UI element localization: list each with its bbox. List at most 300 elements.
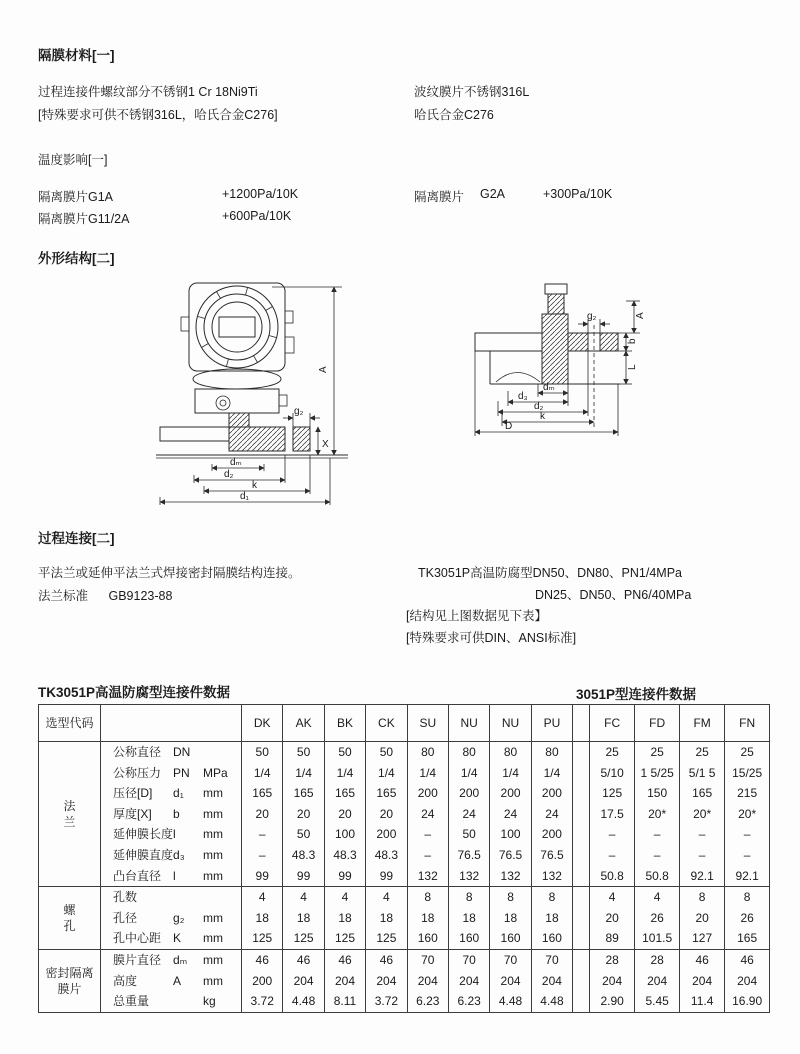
param-cell (101, 991, 242, 1012)
value-cell: 1/4 (490, 763, 531, 784)
value-cell: 25 (725, 742, 770, 763)
section-title-materials: 隔膜材料[一] (38, 48, 115, 63)
table-row (39, 866, 770, 887)
param-label: 总重量 (113, 994, 150, 1009)
separator-cell (573, 866, 590, 887)
value-cell: 8 (725, 887, 770, 908)
value-cell: – (680, 824, 725, 845)
code-header-cell: CK (366, 705, 407, 742)
value-cell: 125 (590, 783, 635, 804)
value-cell: 8 (448, 887, 489, 908)
value-cell: 1/4 (448, 763, 489, 784)
separator-cell (573, 928, 590, 949)
param-label: 孔数 (113, 890, 138, 905)
value-cell: 1/4 (283, 763, 324, 784)
value-cell: 18 (531, 908, 572, 929)
value-cell: 215 (725, 783, 770, 804)
value-cell: 150 (635, 783, 680, 804)
value-cell: 200 (242, 971, 283, 992)
temperature-effect-title: 温度影响[一] (38, 153, 108, 167)
group-label-line: 螺 (63, 903, 76, 918)
group-label-line: 孔 (63, 919, 76, 934)
value-cell: 8 (490, 887, 531, 908)
code-header-cell: SU (407, 705, 448, 742)
temp-row1-right-label: 隔离膜片 (414, 190, 465, 204)
value-cell: 28 (635, 949, 680, 970)
value-cell: 18 (242, 908, 283, 929)
param-symbol: K (173, 931, 182, 946)
group-label-cell (39, 887, 101, 950)
group-label-line: 膜片 (57, 981, 82, 996)
param-symbol: d₁ (173, 786, 184, 801)
value-cell: 18 (490, 908, 531, 929)
value-cell: 89 (590, 928, 635, 949)
param-symbol: PN (173, 765, 190, 780)
separator-cell (573, 804, 590, 825)
dim-label-dm: dₘ (230, 457, 242, 468)
value-cell: 20* (725, 804, 770, 825)
param-cell (101, 887, 242, 908)
table-row (39, 971, 770, 992)
value-cell: 20 (680, 908, 725, 929)
value-cell: – (635, 824, 680, 845)
selector-code-header: 选型代码 (39, 705, 101, 742)
value-cell: 25 (680, 742, 725, 763)
code-header-cell: FM (680, 705, 725, 742)
process-right-line1: TK3051P高温防腐型DN50、DN80、PN1/4MPa (418, 566, 682, 580)
value-cell: – (725, 845, 770, 866)
value-cell: 1 5/25 (635, 763, 680, 784)
value-cell: 70 (490, 949, 531, 970)
param-unit: kg (203, 994, 216, 1009)
table-group (39, 887, 770, 950)
materials-right-block (414, 81, 529, 127)
temp-row2-value: +600Pa/10K (222, 209, 292, 223)
value-cell: 165 (680, 783, 725, 804)
code-header-cell: FN (725, 705, 770, 742)
value-cell: 80 (448, 742, 489, 763)
value-cell: – (590, 824, 635, 845)
value-cell: 76.5 (448, 845, 489, 866)
value-cell: 80 (531, 742, 572, 763)
code-header-cell: BK (324, 705, 365, 742)
separator-cell (573, 971, 590, 992)
value-cell: 1/4 (324, 763, 365, 784)
group-label-cell (39, 742, 101, 887)
value-cell: 46 (366, 949, 407, 970)
dim-label-g2: g₂ (294, 406, 304, 417)
value-cell: 4 (283, 887, 324, 908)
value-cell: 46 (324, 949, 365, 970)
param-label: 厚度[X] (113, 806, 152, 821)
value-cell: 204 (366, 971, 407, 992)
value-cell: 204 (680, 971, 725, 992)
value-cell: – (680, 845, 725, 866)
value-cell: 204 (448, 971, 489, 992)
value-cell: 8 (531, 887, 572, 908)
dim-label-d2: d₂ (534, 401, 544, 412)
header-blank-cell (101, 705, 242, 742)
value-cell: 4 (324, 887, 365, 908)
param-symbol: d₃ (173, 847, 185, 862)
value-cell: 25 (635, 742, 680, 763)
value-cell: 48.3 (324, 845, 365, 866)
param-symbol (173, 991, 203, 1012)
value-cell: 2.90 (590, 991, 635, 1012)
value-cell: 160 (490, 928, 531, 949)
value-cell: 5/10 (590, 763, 635, 784)
dim-label-k: k (252, 480, 257, 491)
dim-label-l: L (627, 364, 638, 370)
value-cell: 3.72 (366, 991, 407, 1012)
value-cell: 26 (725, 908, 770, 929)
value-cell: 127 (680, 928, 725, 949)
value-cell: 50 (242, 742, 283, 763)
value-cell: 18 (283, 908, 324, 929)
separator-cell (573, 742, 590, 763)
value-cell: 132 (448, 866, 489, 887)
param-symbol: DN (173, 745, 191, 759)
value-cell: 165 (324, 783, 365, 804)
separator-cell (573, 783, 590, 804)
value-cell: 99 (242, 866, 283, 887)
value-cell: 4 (242, 887, 283, 908)
param-label: 公称压力 (113, 765, 162, 780)
value-cell: 80 (407, 742, 448, 763)
value-cell: 92.1 (680, 866, 725, 887)
value-cell: 4.48 (283, 991, 324, 1012)
value-cell: – (635, 845, 680, 866)
separator-cell (573, 845, 590, 866)
param-unit: mm (203, 827, 224, 842)
table-row (39, 763, 770, 784)
param-cell (101, 971, 242, 992)
code-header-cell: DK (242, 705, 283, 742)
value-cell: 1/4 (242, 763, 283, 784)
separator-cell (573, 763, 590, 784)
value-cell: 125 (242, 928, 283, 949)
code-header-cell: NU (448, 705, 489, 742)
group-label-line: 法 (63, 799, 76, 814)
dim-label-big-d: D (505, 421, 513, 432)
value-cell: 28 (590, 949, 635, 970)
process-left-line2 (38, 586, 172, 604)
value-cell: – (242, 824, 283, 845)
value-cell: 4 (590, 887, 635, 908)
value-cell: 6.23 (407, 991, 448, 1012)
value-cell: 100 (324, 824, 365, 845)
param-cell (101, 804, 242, 825)
value-cell: 18 (407, 908, 448, 929)
dim-label-d1: d₁ (240, 491, 249, 502)
param-cell (101, 949, 242, 970)
param-unit: MPa (203, 765, 228, 780)
separator-cell (573, 991, 590, 1012)
value-cell: 204 (531, 971, 572, 992)
param-cell (101, 908, 242, 929)
value-cell: 165 (242, 783, 283, 804)
table-group (39, 742, 770, 887)
value-cell: 25 (590, 742, 635, 763)
value-cell: 1/4 (531, 763, 572, 784)
value-cell: 132 (490, 866, 531, 887)
value-cell: 46 (242, 949, 283, 970)
table-row (39, 845, 770, 866)
param-label: 高度 (113, 973, 138, 988)
param-label: 凸台直径 (113, 868, 162, 883)
materials-right-line1: 波纹膜片不锈钢316L (414, 85, 530, 99)
param-cell (101, 742, 242, 763)
value-cell: 20 (283, 804, 324, 825)
value-cell: 24 (531, 804, 572, 825)
value-cell: 204 (324, 971, 365, 992)
value-cell: 20 (590, 908, 635, 929)
value-cell: 8 (407, 887, 448, 908)
code-header-cell: NU (490, 705, 531, 742)
value-cell: 46 (725, 949, 770, 970)
code-header-cell: FD (635, 705, 680, 742)
value-cell: 80 (490, 742, 531, 763)
group-label-cell (39, 949, 101, 1012)
param-cell (101, 783, 242, 804)
value-cell: 160 (407, 928, 448, 949)
value-cell: 165 (366, 783, 407, 804)
param-unit: mm (203, 910, 224, 925)
value-cell: 100 (490, 824, 531, 845)
param-cell (101, 928, 242, 949)
value-cell: 20 (366, 804, 407, 825)
temp-row1-right-value: +300Pa/10K (543, 187, 613, 201)
param-unit: mm (203, 952, 224, 967)
value-cell: 70 (407, 949, 448, 970)
value-cell: 24 (448, 804, 489, 825)
param-unit (203, 887, 233, 908)
value-cell: 3.72 (242, 991, 283, 1012)
value-cell: 20* (680, 804, 725, 825)
param-cell (101, 845, 242, 866)
param-label: 延伸膜长度 (113, 827, 174, 842)
param-label: 孔中心距 (113, 931, 162, 946)
value-cell: 101.5 (635, 928, 680, 949)
dim-label-a: A (635, 312, 646, 319)
section-title-structure: 外形结构[二] (38, 251, 115, 266)
dim-label-d2: d₂ (224, 469, 234, 480)
value-cell: 204 (283, 971, 324, 992)
temp-row2-label: 隔离膜片G11/2A (38, 212, 130, 226)
value-cell: 99 (283, 866, 324, 887)
value-cell: 4 (635, 887, 680, 908)
table-row (39, 783, 770, 804)
separator-cell (573, 705, 590, 742)
separator-cell (573, 887, 590, 908)
group-label-line: 密封隔离 (45, 965, 94, 980)
value-cell: 50.8 (590, 866, 635, 887)
value-cell: 165 (283, 783, 324, 804)
value-cell: 76.5 (531, 845, 572, 866)
value-cell: – (407, 824, 448, 845)
value-cell: 50 (283, 824, 324, 845)
temp-row1-label: 隔离膜片G1A (38, 190, 114, 204)
param-symbol: dₘ (173, 952, 188, 967)
dim-label-dm: dₘ (543, 382, 555, 393)
materials-left-block (38, 81, 278, 127)
value-cell: 204 (635, 971, 680, 992)
value-cell: 50 (283, 742, 324, 763)
value-cell: 17.5 (590, 804, 635, 825)
param-unit: mm (203, 973, 224, 988)
value-cell: 204 (590, 971, 635, 992)
group-label-line: 兰 (63, 815, 76, 830)
param-unit: mm (203, 931, 224, 946)
value-cell: 20* (635, 804, 680, 825)
value-cell: 200 (490, 783, 531, 804)
param-symbol: l (173, 868, 176, 883)
table-header (39, 705, 770, 742)
value-cell: 200 (531, 783, 572, 804)
value-cell: 200 (366, 824, 407, 845)
value-cell: 8.11 (324, 991, 365, 1012)
value-cell: – (407, 845, 448, 866)
flange-section-drawing (450, 281, 655, 443)
value-cell: 99 (324, 866, 365, 887)
flange-standard-label: 法兰标准 (38, 589, 89, 603)
value-cell: 50 (448, 824, 489, 845)
code-header-cell: PU (531, 705, 572, 742)
section-title-process: 过程连接[二] (38, 531, 115, 546)
table-group (39, 949, 770, 1012)
process-right-line4: [特殊要求可供DIN、ANSI标准] (406, 630, 577, 645)
value-cell: 70 (448, 949, 489, 970)
param-cell (101, 866, 242, 887)
value-cell: 15/25 (725, 763, 770, 784)
code-header-cell: FC (590, 705, 635, 742)
process-right-line3: [结构见上图数据见下表】 (406, 609, 547, 623)
value-cell: – (242, 845, 283, 866)
table-row (39, 928, 770, 949)
param-label: 延伸膜直度 (113, 847, 174, 862)
param-symbol: A (173, 973, 182, 988)
value-cell: 46 (283, 949, 324, 970)
dim-label-x: X (322, 439, 329, 450)
table-row (39, 887, 770, 908)
value-cell: 5/1 5 (680, 763, 725, 784)
code-header-cell: AK (283, 705, 324, 742)
separator-cell (573, 824, 590, 845)
dim-label-g2: g₂ (587, 311, 597, 322)
table-title-right: 3051P型连接件数据 (576, 687, 697, 702)
param-symbol: g₂ (173, 910, 185, 925)
value-cell: 18 (448, 908, 489, 929)
value-cell: 76.5 (490, 845, 531, 866)
transmitter-flange-drawing (152, 281, 352, 511)
param-symbol: l (173, 827, 176, 842)
value-cell: 16.90 (725, 991, 770, 1012)
value-cell: 20 (324, 804, 365, 825)
value-cell: 18 (324, 908, 365, 929)
value-cell: 99 (366, 866, 407, 887)
value-cell: 160 (448, 928, 489, 949)
param-label: 膜片直径 (113, 952, 162, 967)
process-right-line2: DN25、DN50、PN6/40MPa (535, 587, 692, 602)
materials-right-line2: 哈氏合金C276 (414, 108, 494, 122)
dim-label-k: k (540, 411, 545, 422)
param-symbol (173, 887, 203, 908)
separator-cell (573, 949, 590, 970)
value-cell: 204 (490, 971, 531, 992)
value-cell: 200 (407, 783, 448, 804)
value-cell: 204 (725, 971, 770, 992)
value-cell: 11.4 (680, 991, 725, 1012)
value-cell: 24 (490, 804, 531, 825)
value-cell: 200 (531, 824, 572, 845)
param-label: 压径[D] (113, 786, 153, 801)
dim-label-a: A (318, 366, 329, 373)
param-unit: mm (203, 847, 224, 862)
value-cell: 132 (407, 866, 448, 887)
dim-label-b: b (627, 338, 638, 344)
value-cell: 20 (242, 804, 283, 825)
value-cell: – (725, 824, 770, 845)
value-cell: 132 (531, 866, 572, 887)
value-cell: 50.8 (635, 866, 680, 887)
value-cell: 50 (366, 742, 407, 763)
process-left-line1: 平法兰或延伸平法兰式焊接密封隔膜结构连接。 (38, 566, 301, 580)
param-label: 孔径 (113, 910, 138, 925)
materials-left-line2: [特殊要求可供不锈钢316L，哈氏合金C276] (38, 108, 278, 122)
dim-label-d3: d₃ (518, 391, 528, 402)
flange-standard-value: GB9123-88 (108, 589, 173, 603)
process-right-block (406, 563, 691, 649)
value-cell: 26 (635, 908, 680, 929)
temp-row1-right-code: G2A (480, 187, 506, 201)
value-cell: 70 (531, 949, 572, 970)
table-row (39, 742, 770, 763)
temp-row1-value: +1200Pa/10K (222, 187, 299, 201)
table-row (39, 949, 770, 970)
value-cell: 1/4 (407, 763, 448, 784)
value-cell: 48.3 (366, 845, 407, 866)
value-cell: 18 (366, 908, 407, 929)
param-unit: mm (203, 868, 224, 883)
value-cell: 4 (366, 887, 407, 908)
value-cell: 46 (680, 949, 725, 970)
materials-left-line1: 过程连接件螺纹部分不锈钢1 Cr 18Ni9Ti (38, 85, 258, 99)
param-symbol: b (173, 806, 180, 821)
value-cell: 24 (407, 804, 448, 825)
value-cell: 50 (324, 742, 365, 763)
param-unit: mm (203, 786, 224, 801)
value-cell: 8 (680, 887, 725, 908)
value-cell: 200 (448, 783, 489, 804)
value-cell: 204 (407, 971, 448, 992)
param-unit (203, 742, 233, 763)
value-cell: 165 (725, 928, 770, 949)
table-row (39, 908, 770, 929)
table-row (39, 991, 770, 1012)
param-cell (101, 824, 242, 845)
table-row (39, 824, 770, 845)
value-cell: 4.48 (490, 991, 531, 1012)
value-cell: 6.23 (448, 991, 489, 1012)
value-cell: – (590, 845, 635, 866)
param-label: 公称直径 (113, 745, 162, 759)
value-cell: 160 (531, 928, 572, 949)
value-cell: 125 (283, 928, 324, 949)
param-unit: mm (203, 806, 224, 821)
param-cell (101, 763, 242, 784)
value-cell: 1/4 (366, 763, 407, 784)
value-cell: 5.45 (635, 991, 680, 1012)
